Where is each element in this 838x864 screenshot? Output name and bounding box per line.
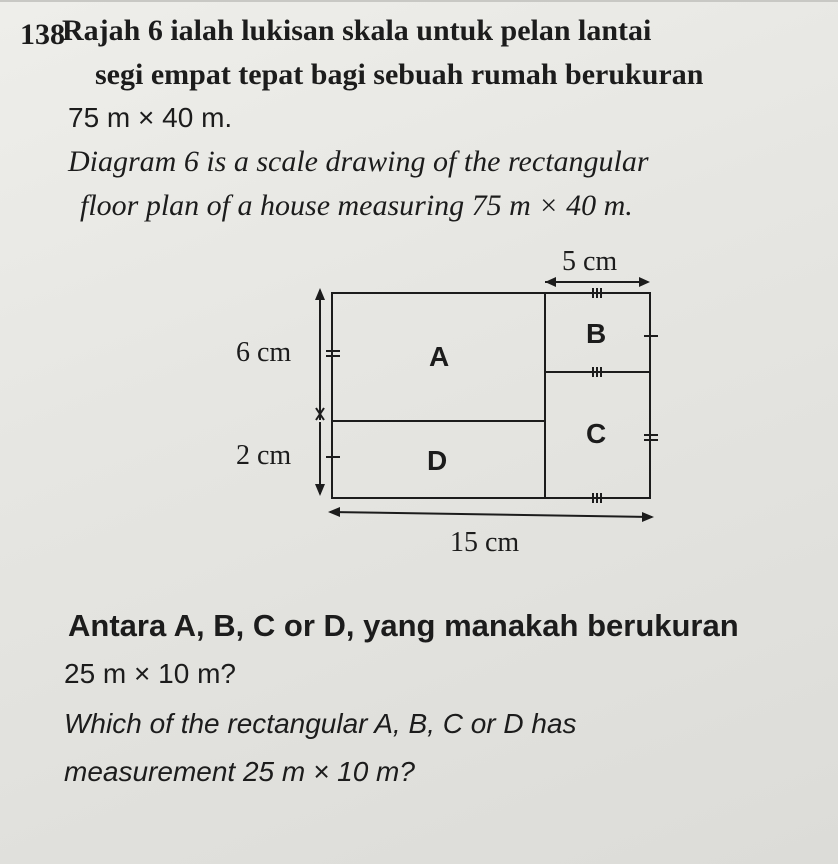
english-intro-line-2: floor plan of a house measuring 75 m × 40 m. [80, 189, 633, 222]
tick-marks [326, 288, 658, 503]
malay-intro-line-1: Rajah 6 ialah lukisan skala untuk pelan lantai [62, 14, 652, 47]
top-arrow-right [639, 277, 650, 287]
malay-intro-line-2: segi empat tepat bagi sebuah rumah berukuran [95, 58, 704, 91]
question-number: 138 [20, 18, 65, 51]
dim-bottom-label: 15 cm [450, 527, 520, 558]
region-d-label: D [427, 445, 448, 476]
english-question-line-1: Which of the rectangular A, B, C or D has [64, 708, 577, 739]
malay-question-line-1: Antara A, B, C or D, yang manakah berukuran [68, 608, 739, 643]
left-upper-arrow-top [315, 288, 325, 300]
dim-left-upper-label: 6 cm [236, 337, 292, 368]
english-question-line-2: measurement 25 m × 10 m? [64, 756, 415, 787]
dim-left-lower-label: 2 cm [236, 440, 292, 471]
malay-question-line-2: 25 m × 10 m? [64, 658, 236, 689]
left-lower-arrow-bottom [315, 484, 325, 496]
bottom-dimension-line [330, 512, 652, 517]
dim-top-label: 5 cm [562, 246, 618, 277]
region-a-label: A [429, 341, 450, 372]
top-arrow-left [545, 277, 556, 287]
region-c-label: C [586, 418, 607, 449]
bottom-arrow-right [642, 512, 654, 522]
bottom-arrow-left [328, 507, 340, 517]
english-intro-line-1: Diagram 6 is a scale drawing of the rectangular [68, 145, 649, 178]
region-b-label: B [586, 318, 607, 349]
malay-intro-line-3: 75 m × 40 m. [68, 102, 233, 133]
